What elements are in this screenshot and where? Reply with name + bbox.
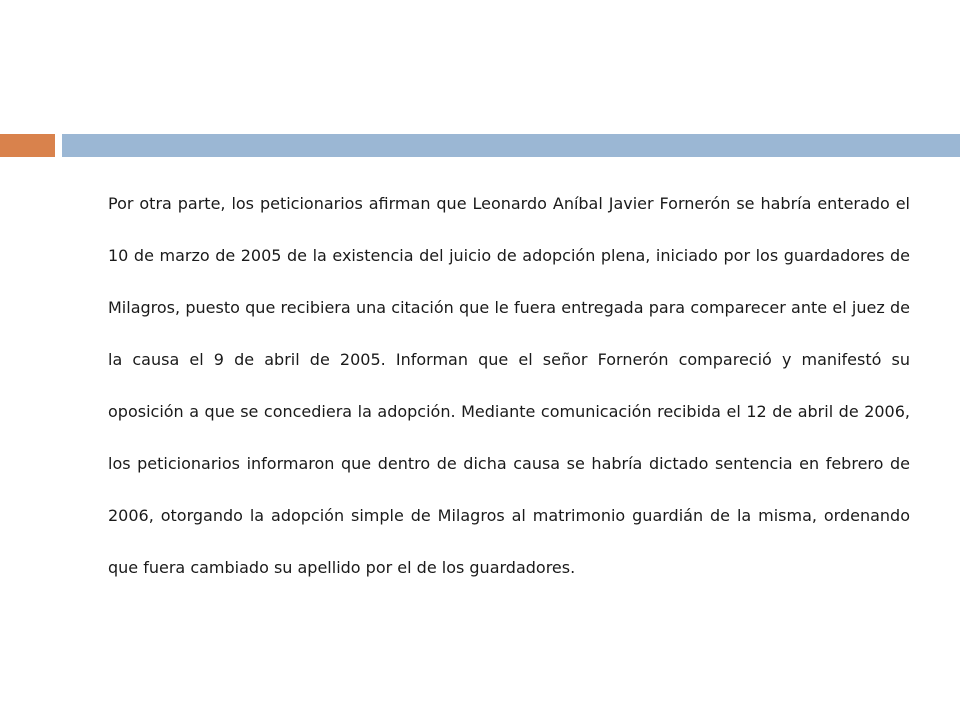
header-bar bbox=[62, 134, 960, 157]
body-paragraph: Por otra parte, los peticionarios afirman que Leonardo Aníbal Javier Fornerón se habría enterado el 10 de marzo de 2005 de la existencia del juicio de adopción plena, iniciado por los guardadores de Milagros, puesto que recibiera una citación que le fuera entregada para comparecer ante el juez de la causa el 9 de abril de 2005. Informan que el señor Fornerón compareció y manifestó su oposición a que se concediera la adopción. Mediante comunicación recibida el 12 de abril de 2006, los peticionarios informaron que dentro de dicha causa se habría dictado sentencia en febrero de 2006, otorgando la adopción simple de Milagros al matrimonio guardián de la misma, ordenando que fuera cambiado su apellido por el de los guardadores. bbox=[108, 194, 910, 577]
header-accent-bar bbox=[0, 134, 55, 157]
